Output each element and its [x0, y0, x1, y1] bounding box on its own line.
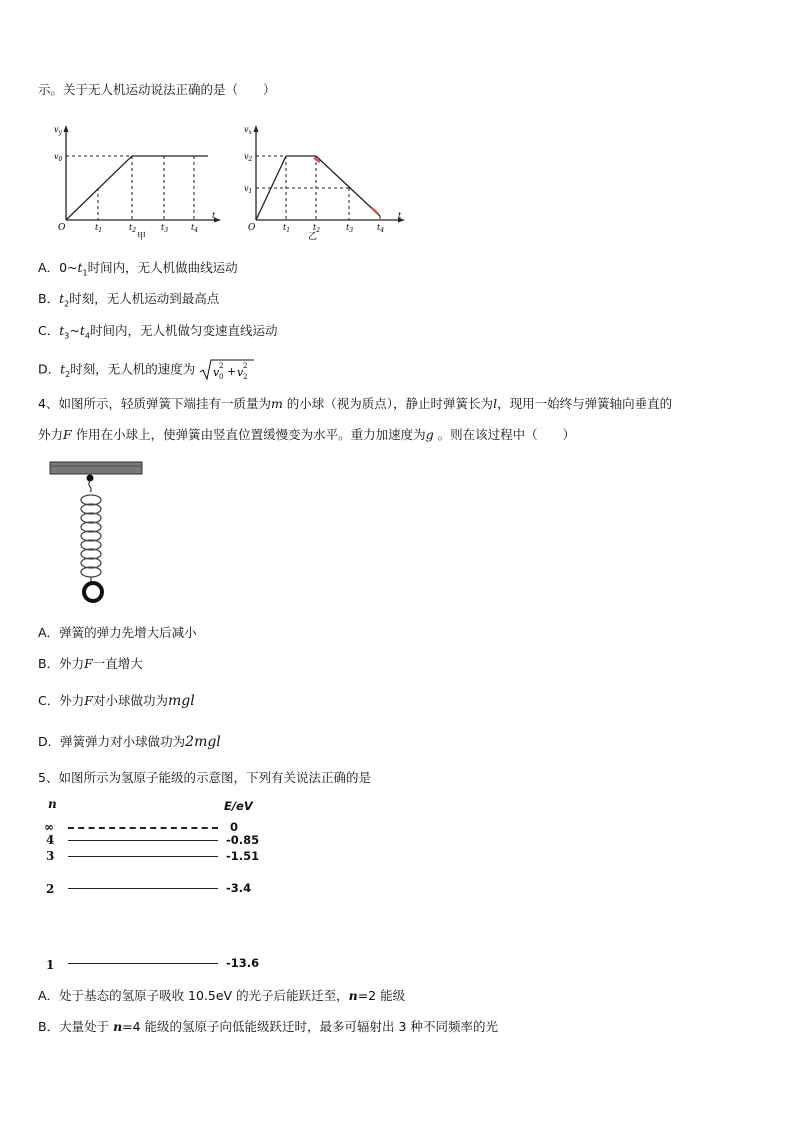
spring-pivot	[87, 475, 94, 482]
jia-ramp-line	[66, 156, 132, 220]
q4-option-d: D．弹簧弹力对小球做功为2mgl	[38, 734, 221, 750]
q4-stem-line1: 4、如图所示，轻质弹簧下端挂有一质量为m 的小球（视为质点），静止时弹簧长为l，现用一始终与弹簧轴向垂直的	[38, 396, 673, 411]
yi-t-axis-label: t	[398, 211, 402, 220]
yi-t1-label: $t_1$	[283, 223, 291, 234]
q3-option-a: A．$0\sim t_1$时间内，无人机做曲线运动	[38, 260, 238, 278]
jia-t2-label: $t_2$	[129, 223, 137, 234]
jia-v-arrow	[64, 125, 69, 132]
yi-t2-label: $t_2$	[313, 223, 321, 234]
yi-origin-label: O	[248, 223, 256, 233]
level-4-line	[68, 840, 218, 841]
level-1-line	[68, 963, 218, 964]
level-inf-n: ∞	[44, 820, 54, 834]
spring-figure	[48, 458, 148, 608]
ball	[84, 583, 102, 601]
level-2-e: -3.4	[226, 881, 252, 895]
jia-t1-label: $t_1$	[95, 223, 103, 234]
level-2-line	[68, 888, 218, 889]
ceiling-bar	[50, 462, 142, 474]
spring-top-hook	[89, 481, 91, 492]
jia-t4-label: $t_4$	[191, 223, 199, 234]
svg-text:2: 2	[243, 373, 248, 381]
q4-option-c: C．外力F对小球做功为mgl	[38, 693, 195, 709]
yi-t3-label: $t_3$	[346, 223, 354, 234]
spring-coils	[81, 495, 101, 577]
svg-text:2: 2	[243, 362, 248, 370]
svg-text:0: 0	[219, 373, 224, 381]
jia-t3-label: $t_3$	[161, 223, 169, 234]
sqrt-v0-v2-formula	[199, 358, 255, 382]
q5-option-b: B．大量处于 n=4 能级的氢原子向低能级跃迁时，最多可辐射出 3 种不同频率的光	[38, 1019, 498, 1034]
jia-v0-label: $v_0$	[54, 152, 63, 163]
level-1-e: -13.6	[226, 956, 260, 970]
level-1-n: 1	[46, 958, 55, 972]
yi-v-arrow	[254, 125, 259, 132]
yi-ramp-down	[316, 156, 380, 216]
q4-option-a: A．弹簧的弹力先增大后减小	[38, 625, 197, 640]
svg-text:2: 2	[219, 362, 224, 370]
yi-red-mark-2	[372, 208, 378, 214]
level-2-n: 2	[46, 882, 55, 896]
q3-option-c: C．$t_3\sim t_4$时间内，无人机做匀变速直线运动	[38, 323, 278, 341]
yi-v2-label: $v_2$	[244, 152, 253, 163]
svg-text:+: +	[227, 365, 237, 378]
level-4-n: 4	[46, 833, 55, 847]
level-3-e: -1.51	[226, 849, 260, 863]
level-3-line	[68, 856, 218, 857]
jia-origin-label: O	[58, 223, 66, 233]
graph-jia	[52, 122, 222, 240]
axis-e-label: E/eV	[224, 799, 253, 813]
graph-yi	[242, 122, 414, 240]
yi-v1-label: $v_1$	[244, 184, 253, 195]
q3-option-b: B．$t_2$时刻，无人机运动到最高点	[38, 291, 220, 309]
level-4-e: -0.85	[226, 833, 260, 847]
yi-caption: 乙	[308, 232, 318, 240]
jia-t-axis-label: t	[212, 211, 216, 220]
q5-stem: 5、如图所示为氢原子能级的示意图，下列有关说法正确的是	[38, 770, 371, 785]
q3-option-d: D．$t_2$时刻，无人机的速度为 v 2 0 + v 2 2	[38, 358, 255, 384]
yi-t4-label: $t_4$	[377, 223, 385, 234]
q4-option-b: B．外力F一直增大	[38, 656, 143, 671]
level-3-n: 3	[46, 849, 55, 863]
level-inf-line	[68, 827, 218, 829]
svg-text:v: v	[213, 366, 220, 379]
level-inf-e: 0	[230, 820, 239, 834]
yi-vx-label: $v_x$	[244, 125, 252, 136]
q4-stem-line2: 外力F 作用在小球上，使弹簧由竖直位置缓慢变为水平。重力加速度为g 。则在该过程中（ ）	[38, 427, 576, 442]
q5-option-a: A．处于基态的氢原子吸收 10.5eV 的光子后能跃迁至，n=2 能级	[38, 988, 406, 1003]
axis-n-label: n	[48, 797, 57, 811]
jia-vy-label: $v_y$	[54, 125, 62, 136]
q3-stem-tail: 示。关于无人机运动说法正确的是（ ）	[38, 82, 276, 97]
jia-caption: 甲	[137, 232, 147, 240]
svg-text:v: v	[237, 366, 244, 379]
